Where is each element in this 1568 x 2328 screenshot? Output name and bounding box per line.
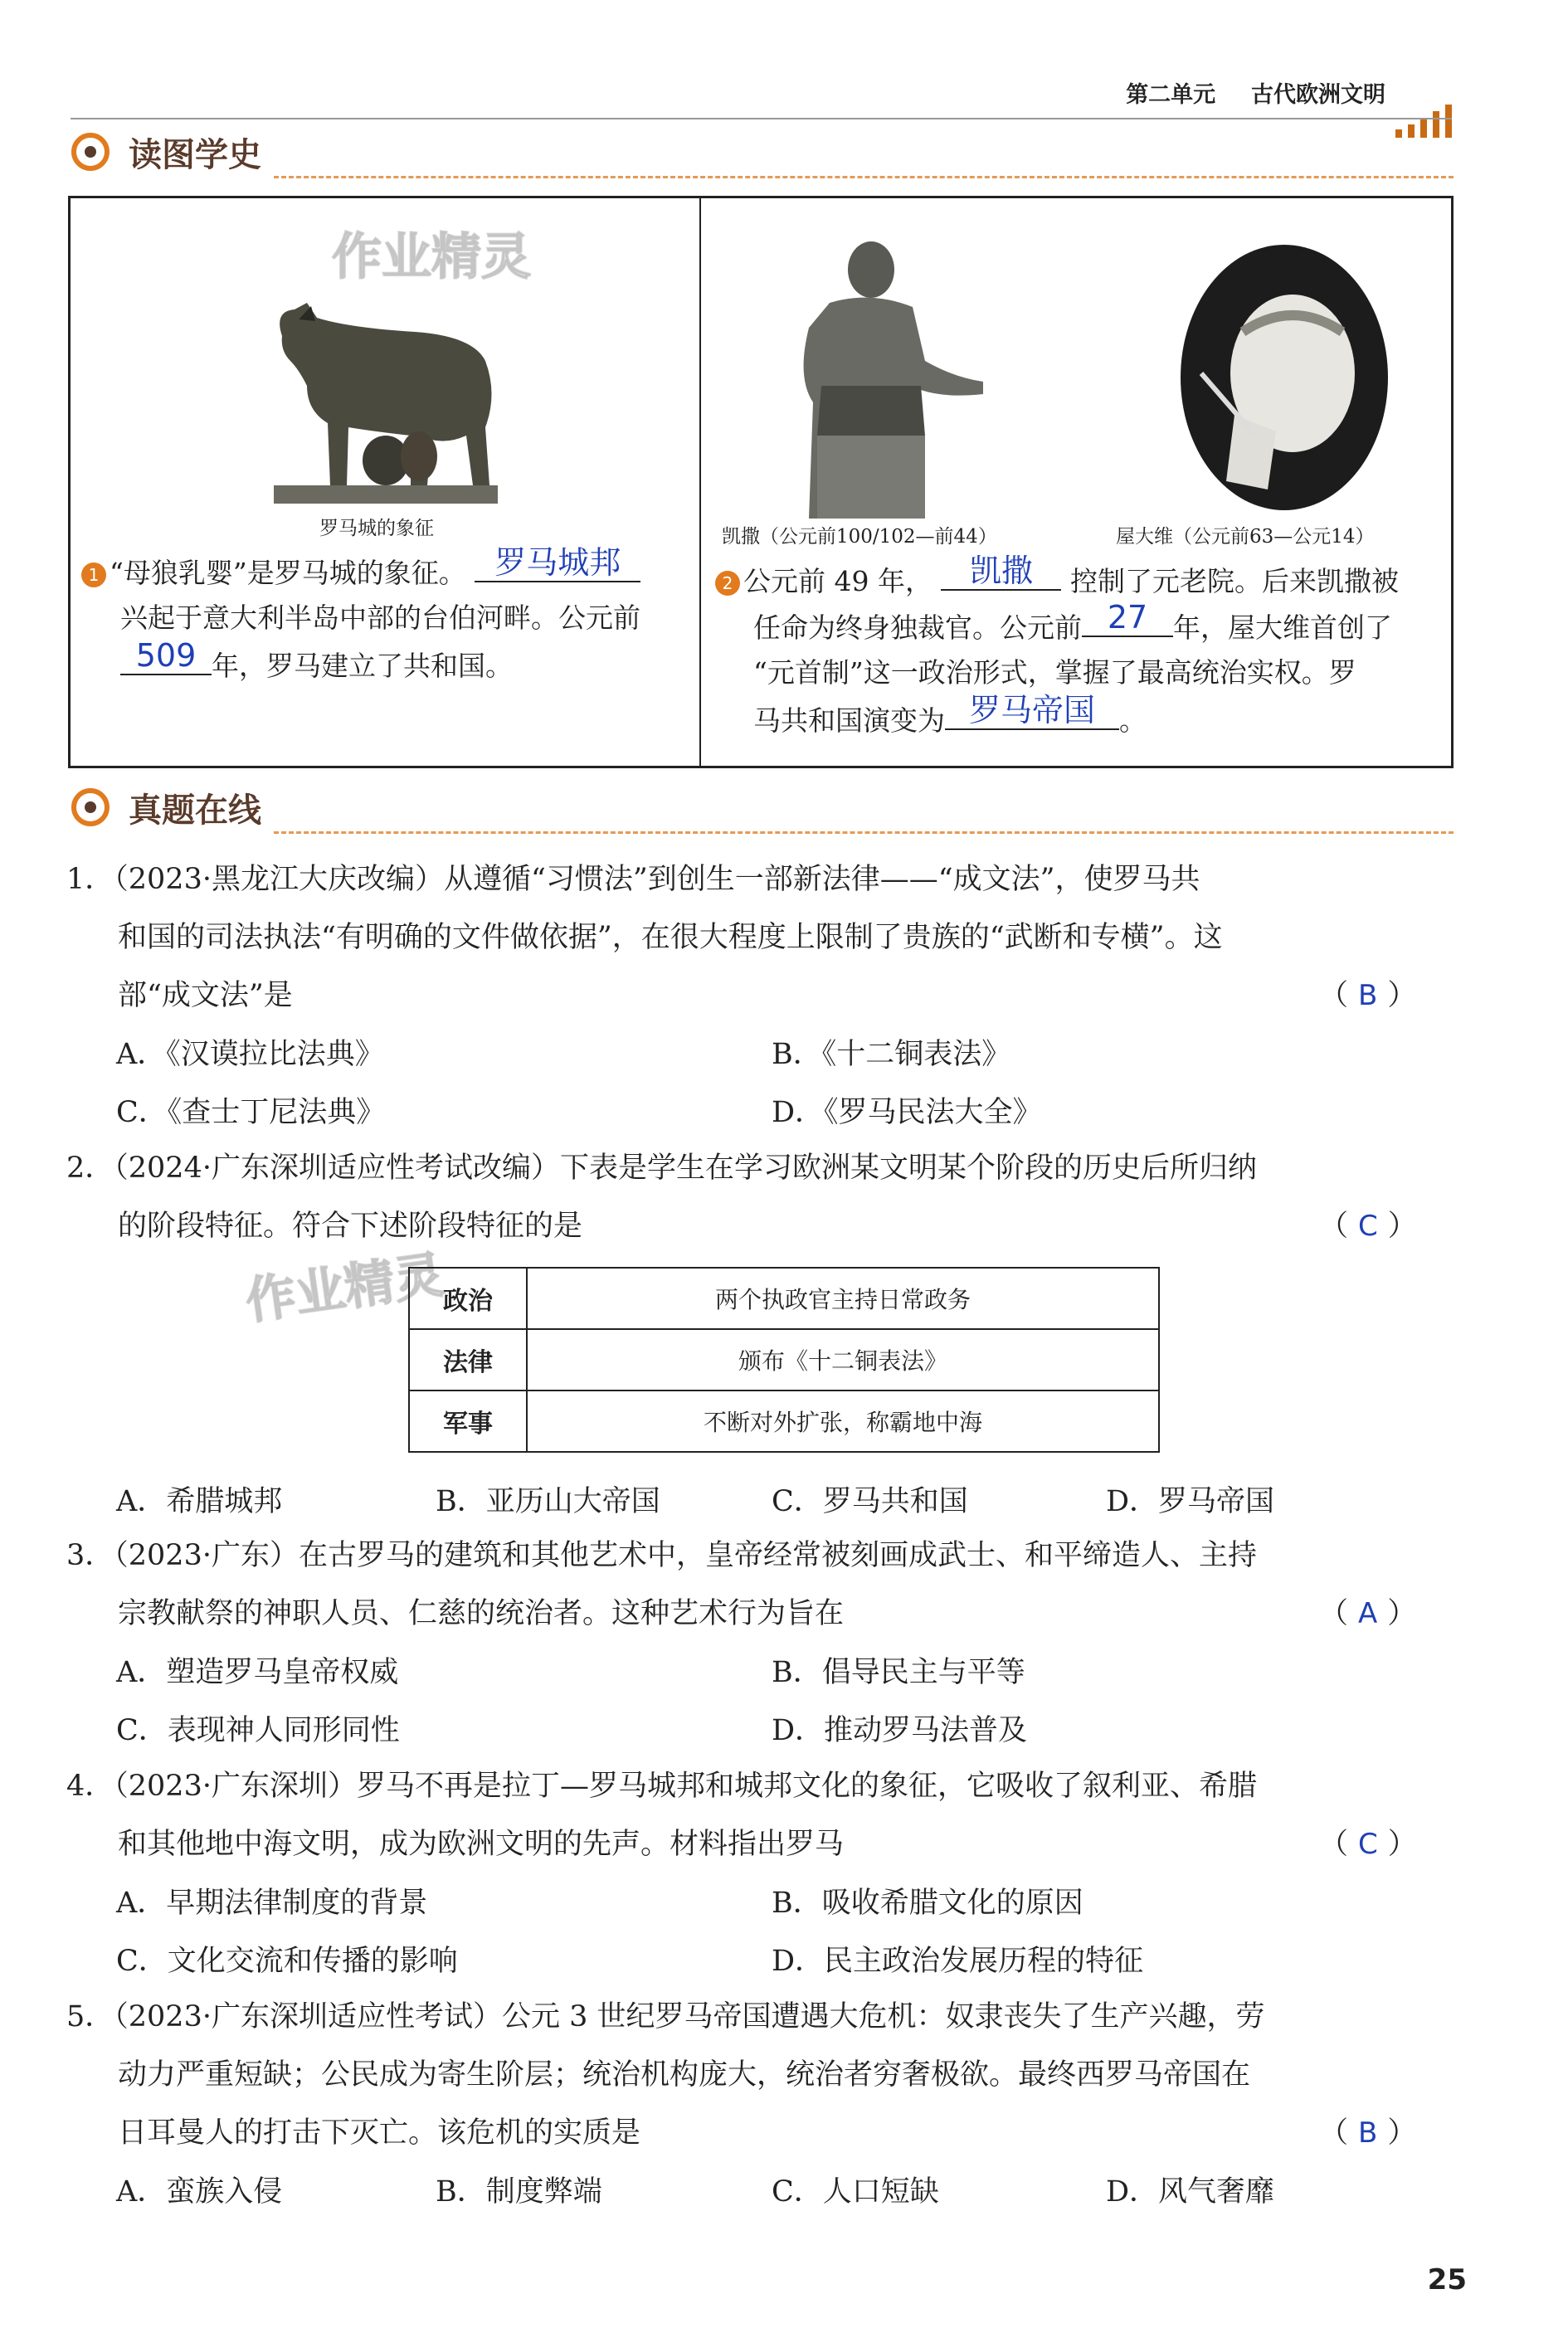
question-4-answer: C: [1358, 1828, 1378, 1861]
octavian-cameo-image: [1176, 241, 1392, 514]
question-5-option-d[interactable]: D．风气奢靡: [1106, 2175, 1275, 2209]
question-4-option-d[interactable]: D．民主政治发展历程的特征: [772, 1945, 1144, 1978]
item-1-blank-b[interactable]: [120, 637, 212, 675]
item-2-number: 2: [715, 571, 740, 596]
question-2-line-2: 的阶段特征。符合下述阶段特征的是: [118, 1210, 583, 1243]
question-2-option-c[interactable]: C．罗马共和国: [772, 1485, 968, 1518]
question-1-answer: B: [1358, 979, 1378, 1012]
question-5-answer-bracket: [1319, 2104, 1416, 2162]
item-2-text-a: 公元前 49 年，: [743, 565, 933, 597]
question-2-option-a[interactable]: A．希腊城邦: [116, 1485, 283, 1518]
stage-features-table: [408, 1267, 1160, 1453]
item-2-line-3: [753, 649, 1356, 697]
page-number: 25: [1427, 2263, 1467, 2296]
item-2-text-c: 任命为终身独裁官。公元前: [753, 611, 1082, 644]
question-5-option-c[interactable]: C．人口短缺: [772, 2175, 939, 2209]
paren-open: （: [1319, 1597, 1349, 1630]
section-divider: [274, 176, 1454, 178]
question-1-option-b[interactable]: B．《十二铜表法》: [772, 1038, 1011, 1071]
octavian-caption: 屋大维（公元前63—公元14）: [1116, 526, 1375, 548]
paren-close: ）: [1387, 979, 1417, 1012]
caesar-statue-image: [772, 236, 1012, 519]
question-5-line-2: 动力严重短缺；公民成为寄生阶层；统治机构庞大，统治者穷奢极欲。最终西罗马帝国在: [118, 2058, 1251, 2092]
question-3-option-b[interactable]: B．倡导民主与平等: [772, 1656, 1025, 1689]
item-2-text-e: “元首制”这一政治形式，掌握了最高统治实权。罗: [753, 656, 1356, 689]
item-1-text-a: “母狼乳婴”是罗马城的象征。: [110, 557, 466, 589]
paren-close: ）: [1387, 2116, 1417, 2150]
question-4-option-c[interactable]: C．文化交流和传播的影响: [116, 1945, 458, 1978]
question-4-line-1: 4．（2023·广东深圳）罗马不再是拉丁—罗马城邦和城邦文化的象征，它吸收了叙利亚、希腊: [66, 1770, 1257, 1803]
section-icon: [71, 788, 110, 826]
question-2-answer-bracket: [1319, 1197, 1417, 1255]
header-rule: [71, 118, 1452, 119]
table-key: 法律: [409, 1329, 527, 1390]
question-5-option-a[interactable]: A．蛮族入侵: [116, 2175, 283, 2209]
watermark: 作业精灵: [241, 1245, 448, 1332]
item-1-line-3: [120, 637, 513, 690]
question-2-option-d[interactable]: D．罗马帝国: [1106, 1485, 1275, 1518]
question-3-line-1: 3．（2023·广东）在古罗马的建筑和其他艺术中，皇帝经常被刻画成武士、和平缔造人、主持: [66, 1539, 1257, 1572]
section-icon: [71, 133, 110, 171]
item-1-text-b: 兴起于意大利半岛中部的台伯河畔。公元前: [120, 601, 640, 634]
question-3-answer: A: [1358, 1597, 1378, 1630]
question-3-answer-bracket: [1319, 1585, 1416, 1643]
table-value: 两个执政官主持日常政务: [527, 1268, 1159, 1329]
paren-close: ）: [1387, 1210, 1417, 1243]
paren-open: （: [1319, 1828, 1349, 1861]
section-title-read-map: 读图学史: [129, 136, 261, 174]
item-1-blank-a[interactable]: [475, 544, 640, 582]
item-1-text-c: 年，罗马建立了共和国。: [212, 650, 513, 682]
question-5-line-3: 日耳曼人的打击下灭亡。该危机的实质是: [118, 2116, 641, 2150]
paren-open: （: [1319, 1210, 1349, 1243]
table-row: [409, 1329, 1159, 1390]
unit-label: 第二单元: [1126, 82, 1216, 108]
item-2-blank-c[interactable]: [945, 692, 1119, 730]
question-2-line-1: 2．（2024·广东深圳适应性考试改编）下表是学生在学习欧洲某文明某个阶段的历史后所归纳: [66, 1152, 1257, 1185]
unit-title: 古代欧洲文明: [1251, 82, 1385, 108]
question-1-option-c[interactable]: C．《查士丁尼法典》: [116, 1096, 386, 1129]
question-4-line-2: 和其他地中海文明，成为欧洲文明的先声。材料指出罗马: [118, 1828, 845, 1861]
question-1-option-a[interactable]: A．《汉谟拉比法典》: [116, 1038, 384, 1071]
table-value: 颁布《十二铜表法》: [527, 1329, 1159, 1390]
question-5-line-1: 5．（2023·广东深圳适应性考试）公元 3 世纪罗马帝国遭遇大危机：奴隶丧失了生产兴趣，劳: [66, 2000, 1265, 2033]
question-5-option-b[interactable]: B．制度弊端: [436, 2175, 602, 2209]
item-1-answer-a: 罗马城邦: [494, 544, 621, 581]
item-1-line-2: [120, 594, 640, 642]
item-2-text-d: 年，屋大维首创了: [1173, 611, 1392, 644]
question-3-option-c[interactable]: C．表现神人同形同性: [116, 1714, 400, 1747]
item-2-text-g: 。: [1119, 704, 1147, 737]
table-row: [409, 1268, 1159, 1329]
question-2-answer: C: [1358, 1210, 1378, 1243]
item-1-answer-b: 509: [135, 637, 197, 674]
question-1-line-1: 1．（2023·黑龙江大庆改编）从遵循“习惯法”到创生一部新法律——“成文法”，使罗马共: [66, 863, 1200, 896]
page-header: [1126, 76, 1385, 109]
item-2-answer-a: 凯撒: [969, 553, 1033, 589]
question-4-answer-bracket: [1319, 1815, 1417, 1873]
item-2-line-4: [753, 692, 1147, 745]
table-value: 不断对外扩张，称霸地中海: [527, 1390, 1159, 1452]
item-2-blank-b[interactable]: [1082, 599, 1173, 637]
figure-box-divider: [699, 196, 701, 768]
table-row: [409, 1390, 1159, 1452]
item-2-answer-b: 27: [1107, 599, 1148, 636]
question-1-option-d[interactable]: D．《罗马民法大全》: [772, 1096, 1042, 1129]
item-1-line-1: [81, 544, 640, 597]
item-2-blank-a[interactable]: [941, 553, 1061, 591]
item-2-text-b: 控制了元老院。后来凯撒被: [1069, 565, 1399, 597]
section-title-real-questions: 真题在线: [129, 791, 261, 830]
watermark: 作业精灵: [332, 228, 531, 286]
she-wolf-image: [249, 286, 523, 510]
table-key: 军事: [409, 1390, 527, 1452]
item-1-number: 1: [81, 563, 106, 587]
table-key: 政治: [409, 1268, 527, 1329]
question-4-option-b[interactable]: B．吸收希腊文化的原因: [772, 1887, 1083, 1920]
paren-close: ）: [1387, 1597, 1417, 1630]
wolf-caption: 罗马城的象征: [319, 518, 434, 539]
item-2-answer-c: 罗马帝国: [968, 692, 1095, 728]
item-2-line-2: [753, 599, 1392, 652]
caesar-caption: 凯撒（公元前100/102—前44）: [722, 526, 997, 548]
question-5-answer: B: [1358, 2116, 1378, 2150]
item-2-line-1: [715, 553, 1399, 606]
question-3-option-a[interactable]: A．塑造罗马皇帝权威: [116, 1656, 399, 1689]
question-3-option-d[interactable]: D．推动罗马法普及: [772, 1714, 1028, 1747]
question-1-line-3: 部“成文法”是: [118, 979, 293, 1012]
paren-close: ）: [1387, 1828, 1417, 1861]
paren-open: （: [1319, 2116, 1349, 2150]
question-1-line-2: 和国的司法执法“有明确的文件做依据”，在很大程度上限制了贵族的“武断和专横”。这: [118, 921, 1223, 954]
paren-open: （: [1319, 979, 1349, 1012]
question-3-line-2: 宗教献祭的神职人员、仁慈的统治者。这种艺术行为旨在: [118, 1597, 845, 1630]
question-4-option-a[interactable]: A．早期法律制度的背景: [116, 1887, 428, 1920]
item-2-text-f: 马共和国演变为: [753, 704, 945, 737]
question-1-answer-bracket: [1319, 967, 1416, 1025]
section-divider: [274, 831, 1454, 834]
question-2-option-b[interactable]: B．亚历山大帝国: [436, 1485, 660, 1518]
